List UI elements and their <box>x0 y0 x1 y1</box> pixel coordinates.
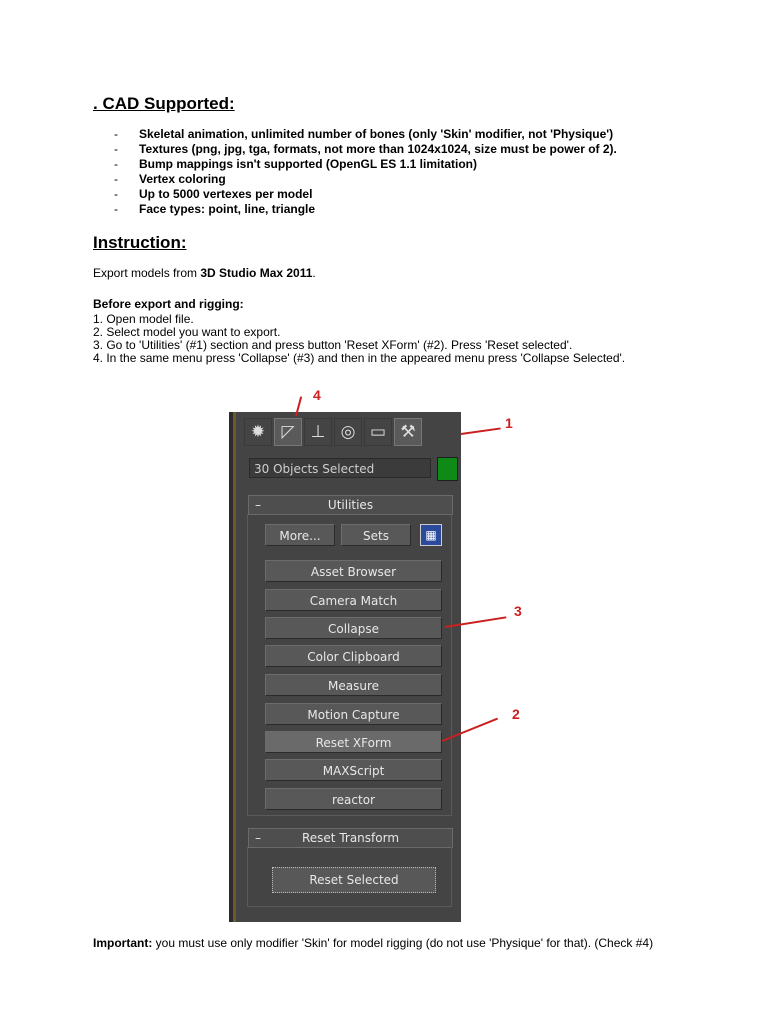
motion-ring-icon: ◎ <box>340 422 356 442</box>
feature-list <box>110 127 617 217</box>
utilities-rollout-header[interactable] <box>248 495 453 515</box>
before-export-heading: Before export and rigging: <box>93 297 244 311</box>
annotation-1-arrow <box>461 427 501 435</box>
export-app-name: 3D Studio Max 2011 <box>200 266 313 280</box>
annotation-3-label: 3 <box>514 603 522 619</box>
color-clipboard-button[interactable]: Color Clipboard <box>265 645 442 667</box>
instruction-heading: Instruction: <box>93 233 187 252</box>
command-panel-tabs <box>244 418 459 448</box>
motion-tab[interactable] <box>334 418 362 446</box>
sets-button[interactable]: Sets <box>341 524 411 546</box>
bend-curve-icon: ◸ <box>281 422 295 442</box>
list-item: - Textures (png, jpg, tga, formats, not more than 1024x1024, size must be power of 2). <box>110 142 617 157</box>
collapse-button[interactable]: Collapse <box>265 617 442 639</box>
camera-match-button[interactable]: Camera Match <box>265 589 442 611</box>
list-item: 3. Go to 'Utilities' (#1) section and press button 'Reset XForm' (#2). Press 'Reset selected'. <box>93 338 573 352</box>
hierarchy-tab[interactable] <box>304 418 332 446</box>
list-item: - Bump mappings isn't supported (OpenGL ES 1.1 limitation) <box>110 157 617 172</box>
panel-edge <box>233 412 236 922</box>
step-list <box>93 313 625 365</box>
reset-xform-button[interactable]: Reset XForm <box>265 731 442 753</box>
list-item: - Vertex coloring <box>110 172 617 187</box>
annotation-2-label: 2 <box>512 706 520 722</box>
display-tab[interactable] <box>364 418 392 446</box>
export-text: Export models from <box>93 266 201 280</box>
more-button[interactable]: More... <box>265 524 335 546</box>
asset-browser-button[interactable]: Asset Browser <box>265 560 442 582</box>
export-paragraph <box>93 267 316 280</box>
hierarchy-icon: ⊥ <box>310 422 326 442</box>
collapse-icon: – <box>255 831 261 845</box>
annotation-1-label: 1 <box>505 415 513 431</box>
export-suffix: . <box>312 266 316 280</box>
motion-capture-button[interactable]: Motion Capture <box>265 703 442 725</box>
important-note <box>93 936 693 950</box>
modify-tab[interactable] <box>274 418 302 446</box>
reset-selected-button[interactable]: Reset Selected <box>272 867 436 893</box>
list-item: 4. In the same menu press 'Collapse' (#3) and then in the appeared menu press 'Collapse Selected'. <box>93 351 626 365</box>
reactor-button[interactable]: reactor <box>265 788 442 810</box>
create-tab[interactable] <box>244 418 272 446</box>
list-item: - Face types: point, line, triangle <box>110 202 617 217</box>
object-color-swatch[interactable] <box>437 457 458 481</box>
collapse-icon: – <box>255 498 261 512</box>
selection-name-field[interactable]: 30 Objects Selected <box>249 458 431 478</box>
utilities-tab[interactable] <box>394 418 422 446</box>
monitor-icon: ▭ <box>369 422 387 442</box>
utilities-title: Utilities <box>327 498 374 512</box>
list-item: 1. Open model file. <box>93 312 194 326</box>
configure-sets-icon[interactable]: ▦ <box>420 524 442 546</box>
list-item: - Skeletal animation, unlimited number of bones (only 'Skin' modifier, not 'Physique') <box>110 127 617 142</box>
maxscript-button[interactable]: MAXScript <box>265 759 442 781</box>
important-text: you must use only modifier 'Skin' for model rigging (do not use 'Physique' for that). (Check #4) <box>152 936 654 950</box>
measure-button[interactable]: Measure <box>265 674 442 696</box>
reset-transform-title: Reset Transform <box>301 831 400 845</box>
annotation-4-label: 4 <box>313 387 321 403</box>
list-item: - Up to 5000 vertexes per model <box>110 187 617 202</box>
reset-transform-rollout-header[interactable] <box>248 828 453 848</box>
hammer-icon: ⚒ <box>400 422 416 442</box>
cad-supported-heading: . CAD Supported: <box>93 94 235 113</box>
sun-gear-icon: ✹ <box>250 422 266 442</box>
list-item: 2. Select model you want to export. <box>93 325 281 339</box>
important-label: Important: <box>93 936 153 950</box>
utilities-panel-screenshot <box>229 412 461 922</box>
